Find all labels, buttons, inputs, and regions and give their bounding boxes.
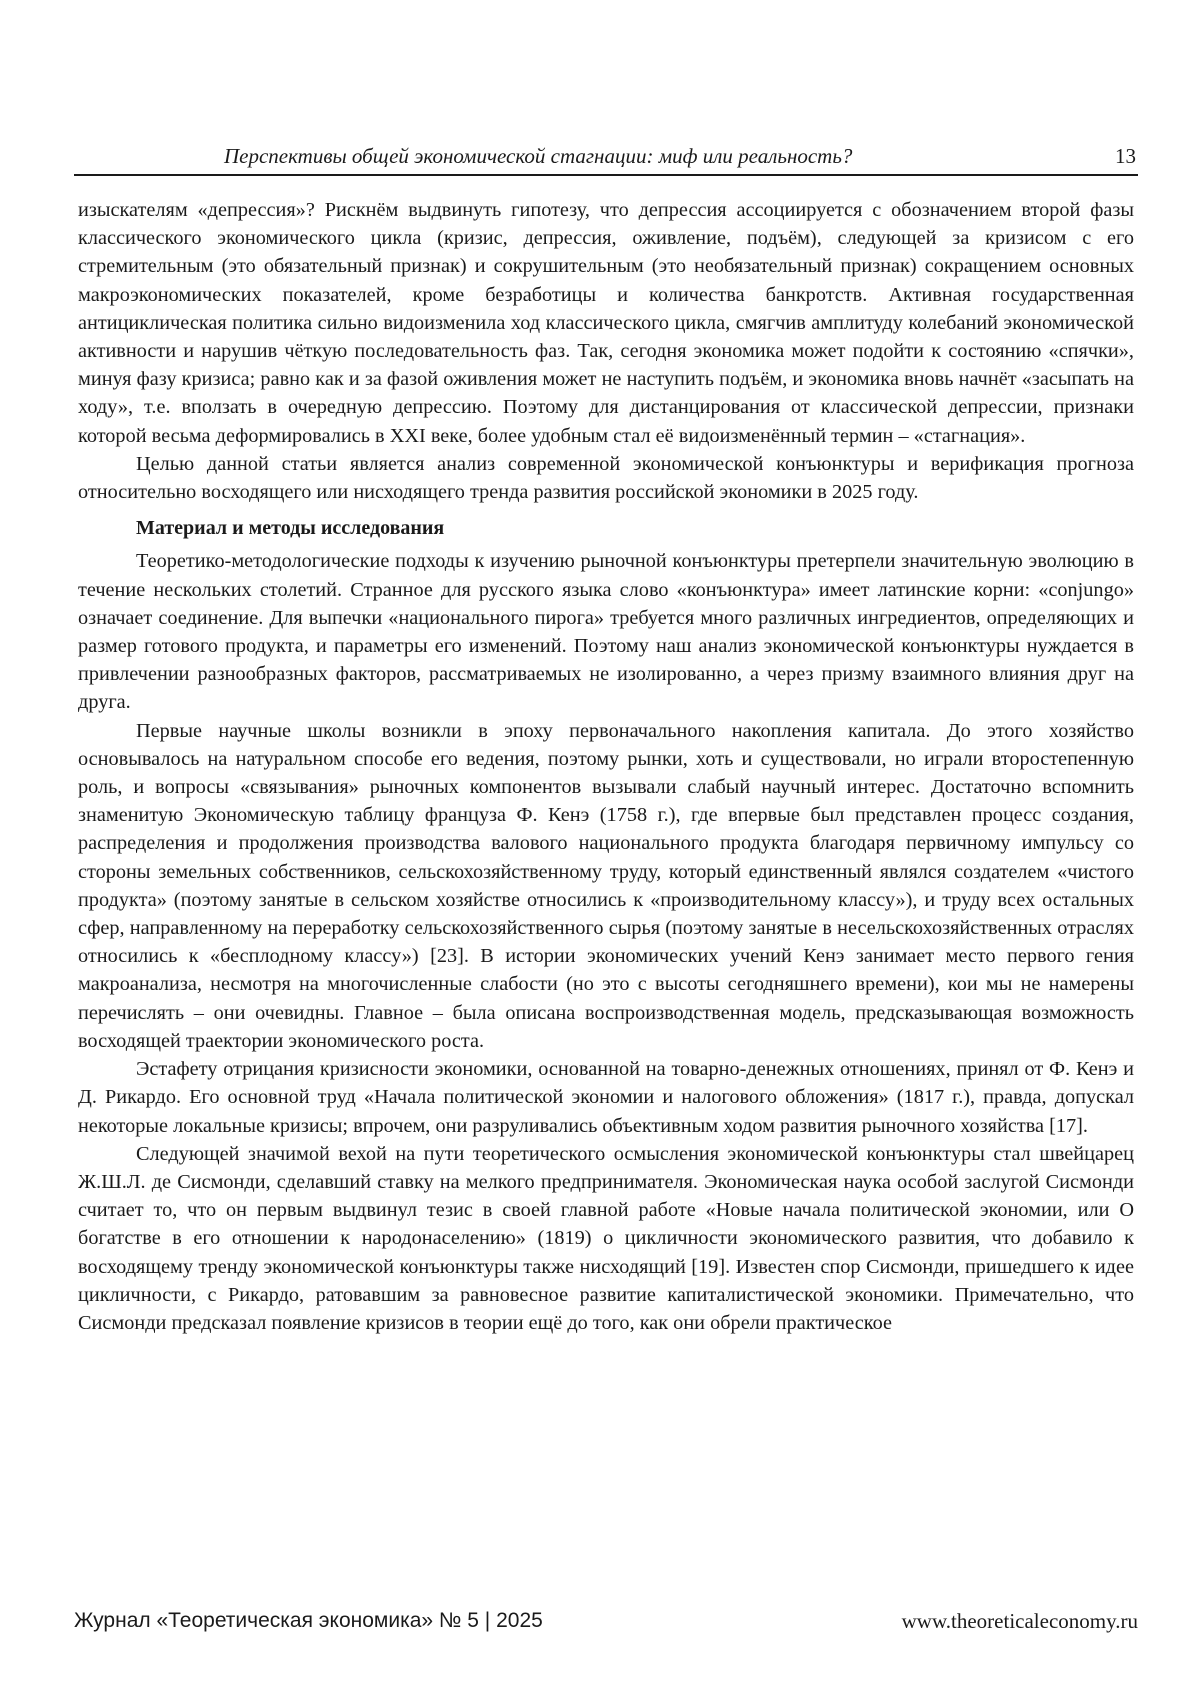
journal-name: Журнал «Теоретическая экономика» № 5 | 2025 [74,1607,543,1635]
page-number: 13 [1115,142,1136,170]
section-heading: Материал и методы исследования [78,514,1134,542]
article-page [0,0,1200,1697]
paragraph-continuation: изыскателям «депрессия»? Рискнём выдвинуть гипотезу, что депрессия ассоциируется с обозначением второй фазы классического экономического цикла (кризис, депрессия, оживление, подъём), следующей за кризисом с его стремительным (это обязательный признак) и сокрушительным (это необязательный признак) сокращением основных макроэкономических показателей, кроме безработицы и количества банкротств. Активная государственная антициклическая политика сильно видоизменила ход классического цикла, смягчив амплитуду колебаний экономической активности и нарушив чёткую последовательность фаз. Так, сегодня экономика может подойти к состоянию «спячки», минуя фазу кризиса; равно как и за фазой оживления может не наступить подъём, и экономика вновь начнёт «засыпать на ходу», т.е. вползать в очередную депрессию. Поэтому для дистанцирования от классической депрессии, признаки которой весьма деформировались в XXI веке, более удобным стал её видоизменённый термин – «стагнация». [78,196,1134,450]
running-title: Перспективы общей экономической стагнации: миф или реальность? [224,142,852,170]
paragraph-methods-3: Эстафету отрицания кризисности экономики, основанной на товарно-денежных отношениях, принял от Ф. Кенэ и Д. Рикардо. Его основной труд «Начала политической экономии и налогового обложения» (1817 г.), правда, допускал некоторые локальные кризисы; впрочем, они разруливались объективным ходом развития рыночного хозяйства [17]. [78,1055,1134,1140]
journal-website: www.theoreticaleconomy.ru [902,1607,1138,1635]
paragraph-methods-1: Теоретико-методологические подходы к изучению рыночной конъюнктуры претерпели значительную эволюцию в течение нескольких столетий. Странное для русского языка слово «конъюнктура» имеет латинские корни: «conjungo» означает соединение. Для выпечки «национального пирога» требуется много различных ингредиентов, определяющих и размер готового продукта, и параметры его изменений. Поэтому наш анализ экономической конъюнктуры нуждается в привлечении разнообразных факторов, рассматриваемых не изолированно, а через призму взаимного влияния друг на друга. [78,547,1134,716]
paragraph-methods-4: Следующей значимой вехой на пути теоретического осмысления экономической конъюнктуры стал швейцарец Ж.Ш.Л. де Сисмонди, сделавший ставку на мелкого предпринимателя. Экономическая наука особой заслугой Сисмонди считает то, что он первым выдвинул тезис в своей главной работе «Новые начала политической экономии, или О богатстве в его отношении к народонаселению» (1819) о цикличности экономического развития, что добавило к восходящему тренду экономической конъюнктуры также нисходящий [19]. Известен спор Сисмонди, пришедшего к идее цикличности, с Рикардо, ратовавшим за равновесное развитие капиталистической экономики. Примечательно, что Сисмонди предсказал появление кризисов в теории ещё до того, как они обрели практическое [78,1140,1134,1337]
journal-footer [74,1607,1138,1639]
article-body [78,196,1134,1337]
paragraph-aim: Целью данной статьи является анализ современной экономической конъюнктуры и верификация прогноза относительно восходящего или нисходящего тренда развития российской экономики в 2025 году. [78,450,1134,506]
running-header [74,142,1138,176]
paragraph-methods-2: Первые научные школы возникли в эпоху первоначального накопления капитала. До этого хозяйство основывалось на натуральном способе его ведения, поэтому рынки, хоть и существовали, но играли второстепенную роль, и вопросы «связывания» рыночных компонентов вызывали слабый научный интерес. Достаточно вспомнить знаменитую Экономическую таблицу француза Ф. Кенэ (1758 г.), где впервые был представлен процесс создания, распределения и продолжения производства валового национального продукта благодаря первичному импульсу со стороны земельных собственников, сельскохозяйственному труду, который единственный являлся создателем «чистого продукта» (поэтому занятые в сельском хозяйстве относились к «производительному классу»), и труду всех остальных сфер, направленному на переработку сельскохозяйственного сырья (поэтому занятые в несельскохозяйственных отраслях относились к «бесплодному классу») [23]. В истории экономических учений Кенэ занимает место первого гения макроанализа, несмотря на многочисленные слабости (но это с высоты сегодняшнего времени), кои мы не намерены перечислять – они очевидны. Главное – была описана воспроизводственная модель, предсказывающая возможность восходящей траектории экономического роста. [78,717,1134,1055]
